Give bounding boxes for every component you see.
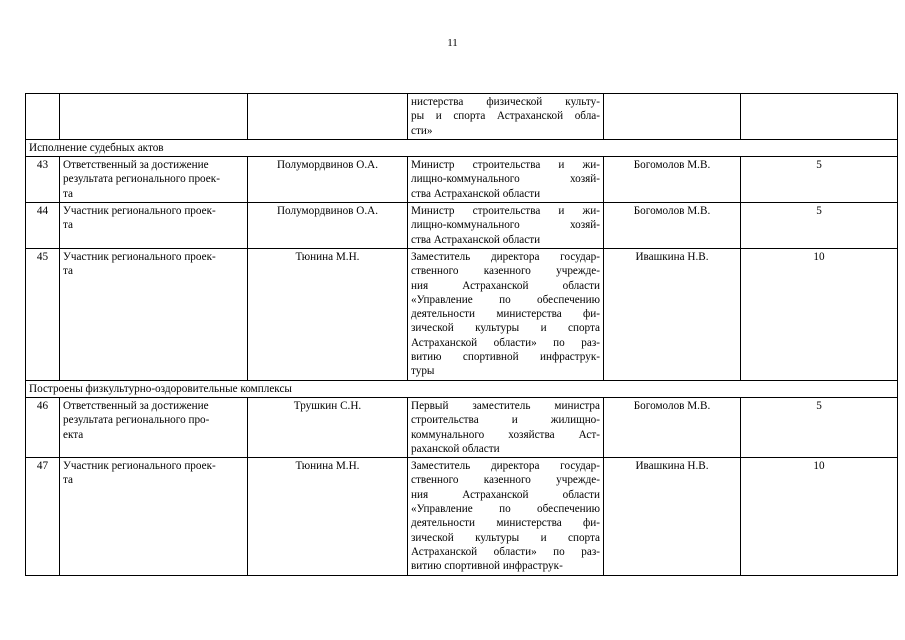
section-header-row (26, 380, 898, 397)
responsible-person: Тюнина М.Н. (248, 458, 408, 575)
position-cell (408, 397, 604, 457)
row-number: 43 (26, 157, 60, 203)
text-line: сти» (411, 124, 433, 137)
text-line: витию спортивной инфраструк- (411, 560, 563, 573)
text-line: результата регионального про- (63, 414, 210, 427)
role-cell (60, 203, 248, 249)
text-line: та (63, 474, 73, 487)
responsible-person: Трушкин С.Н. (248, 397, 408, 457)
supervisor-name: Богомолов М.В. (604, 157, 741, 203)
value-cell: 10 (741, 248, 898, 380)
position-cell (408, 248, 604, 380)
text-line: результата регионального проек- (63, 173, 220, 186)
value-cell: 10 (741, 458, 898, 575)
role-cell (60, 157, 248, 203)
text-line: Участник регионального проек- (63, 205, 216, 218)
value-cell: 5 (741, 157, 898, 203)
page-number: 11 (447, 37, 458, 49)
text-line: раханской области (411, 442, 500, 455)
text-line: Ответственный за достижение (63, 159, 209, 172)
text-line: та (63, 265, 73, 278)
table-row (26, 203, 898, 249)
supervisor-name: Богомолов М.В. (604, 397, 741, 457)
section-header-row (26, 139, 898, 156)
supervisor-cell (604, 94, 741, 140)
row-number: 45 (26, 248, 60, 380)
supervisor-name: Богомолов М.В. (604, 203, 741, 249)
responsible-person: Тюнина М.Н. (248, 248, 408, 380)
section-title: Построены физкультурно-оздоровительные комплексы (26, 380, 898, 397)
text-line: ния Астраханской области (411, 488, 600, 501)
row-number-cell (26, 94, 60, 140)
text-line: Первый заместитель министра (411, 399, 600, 412)
text-line: туры (411, 365, 435, 378)
role-cell (60, 458, 248, 575)
role-cell (60, 94, 248, 140)
text-line: Астраханской области» по раз- (411, 336, 600, 349)
position-cell (408, 203, 604, 249)
supervisor-name: Ивашкина Н.В. (604, 248, 741, 380)
text-line: лищно-коммунального хозяй- (411, 173, 600, 186)
text-line: ния Астраханской области (411, 279, 600, 292)
text-line: ственного казенного учрежде- (411, 265, 600, 278)
table-row (26, 248, 898, 380)
table-row-continuation (26, 94, 898, 140)
value-cell: 5 (741, 397, 898, 457)
text-line: Ответственный за достижение (63, 399, 209, 412)
text-line: «Управление по обеспечению (411, 293, 600, 306)
text-line: екта (63, 428, 84, 441)
text-line: деятельности министерства фи- (411, 517, 600, 530)
text-line: ственного казенного учрежде- (411, 474, 600, 487)
text-line: ства Астраханской области (411, 187, 541, 200)
text-line: ства Астраханской области (411, 233, 541, 246)
text-line: нистерства физической культу- (411, 96, 600, 108)
text-line: коммунального хозяйства Аст- (411, 428, 600, 441)
table-row (26, 157, 898, 203)
text-line: лищно-коммунального хозяй- (411, 219, 600, 232)
text-line: «Управление по обеспечению (411, 503, 600, 516)
text-line: витию спортивной инфраструк- (411, 351, 600, 364)
text-line: Министр строительства и жи- (411, 205, 600, 218)
person-cell (248, 94, 408, 140)
text-line: деятельности министерства фи- (411, 308, 600, 321)
text-line: та (63, 187, 73, 200)
text-line: Астраханской области» по раз- (411, 545, 600, 558)
position-cell (408, 94, 604, 140)
text-line: строительства и жилищно- (411, 414, 600, 427)
text-line: Участник регионального проек- (63, 250, 216, 263)
row-number: 44 (26, 203, 60, 249)
value-cell (741, 94, 898, 140)
responsible-person: Полумордвинов О.А. (248, 203, 408, 249)
text-line: зической культуры и спорта (411, 531, 600, 544)
position-cell (408, 157, 604, 203)
text-line: та (63, 219, 73, 232)
role-cell (60, 397, 248, 457)
text-line: Участник регионального проек- (63, 460, 216, 473)
row-number: 46 (26, 397, 60, 457)
value-cell: 5 (741, 203, 898, 249)
text-line: Министр строительства и жи- (411, 159, 600, 172)
table-row (26, 397, 898, 457)
position-cell (408, 458, 604, 575)
responsibility-table (25, 93, 898, 576)
text-line: ры и спорта Астраханской обла- (411, 110, 600, 123)
responsible-person: Полумордвинов О.А. (248, 157, 408, 203)
table-row (26, 458, 898, 575)
text-line: Заместитель директора государ- (411, 250, 600, 263)
section-title: Исполнение судебных актов (26, 139, 898, 156)
supervisor-name: Ивашкина Н.В. (604, 458, 741, 575)
role-cell (60, 248, 248, 380)
row-number: 47 (26, 458, 60, 575)
text-line: зической культуры и спорта (411, 322, 600, 335)
text-line: Заместитель директора государ- (411, 460, 600, 473)
